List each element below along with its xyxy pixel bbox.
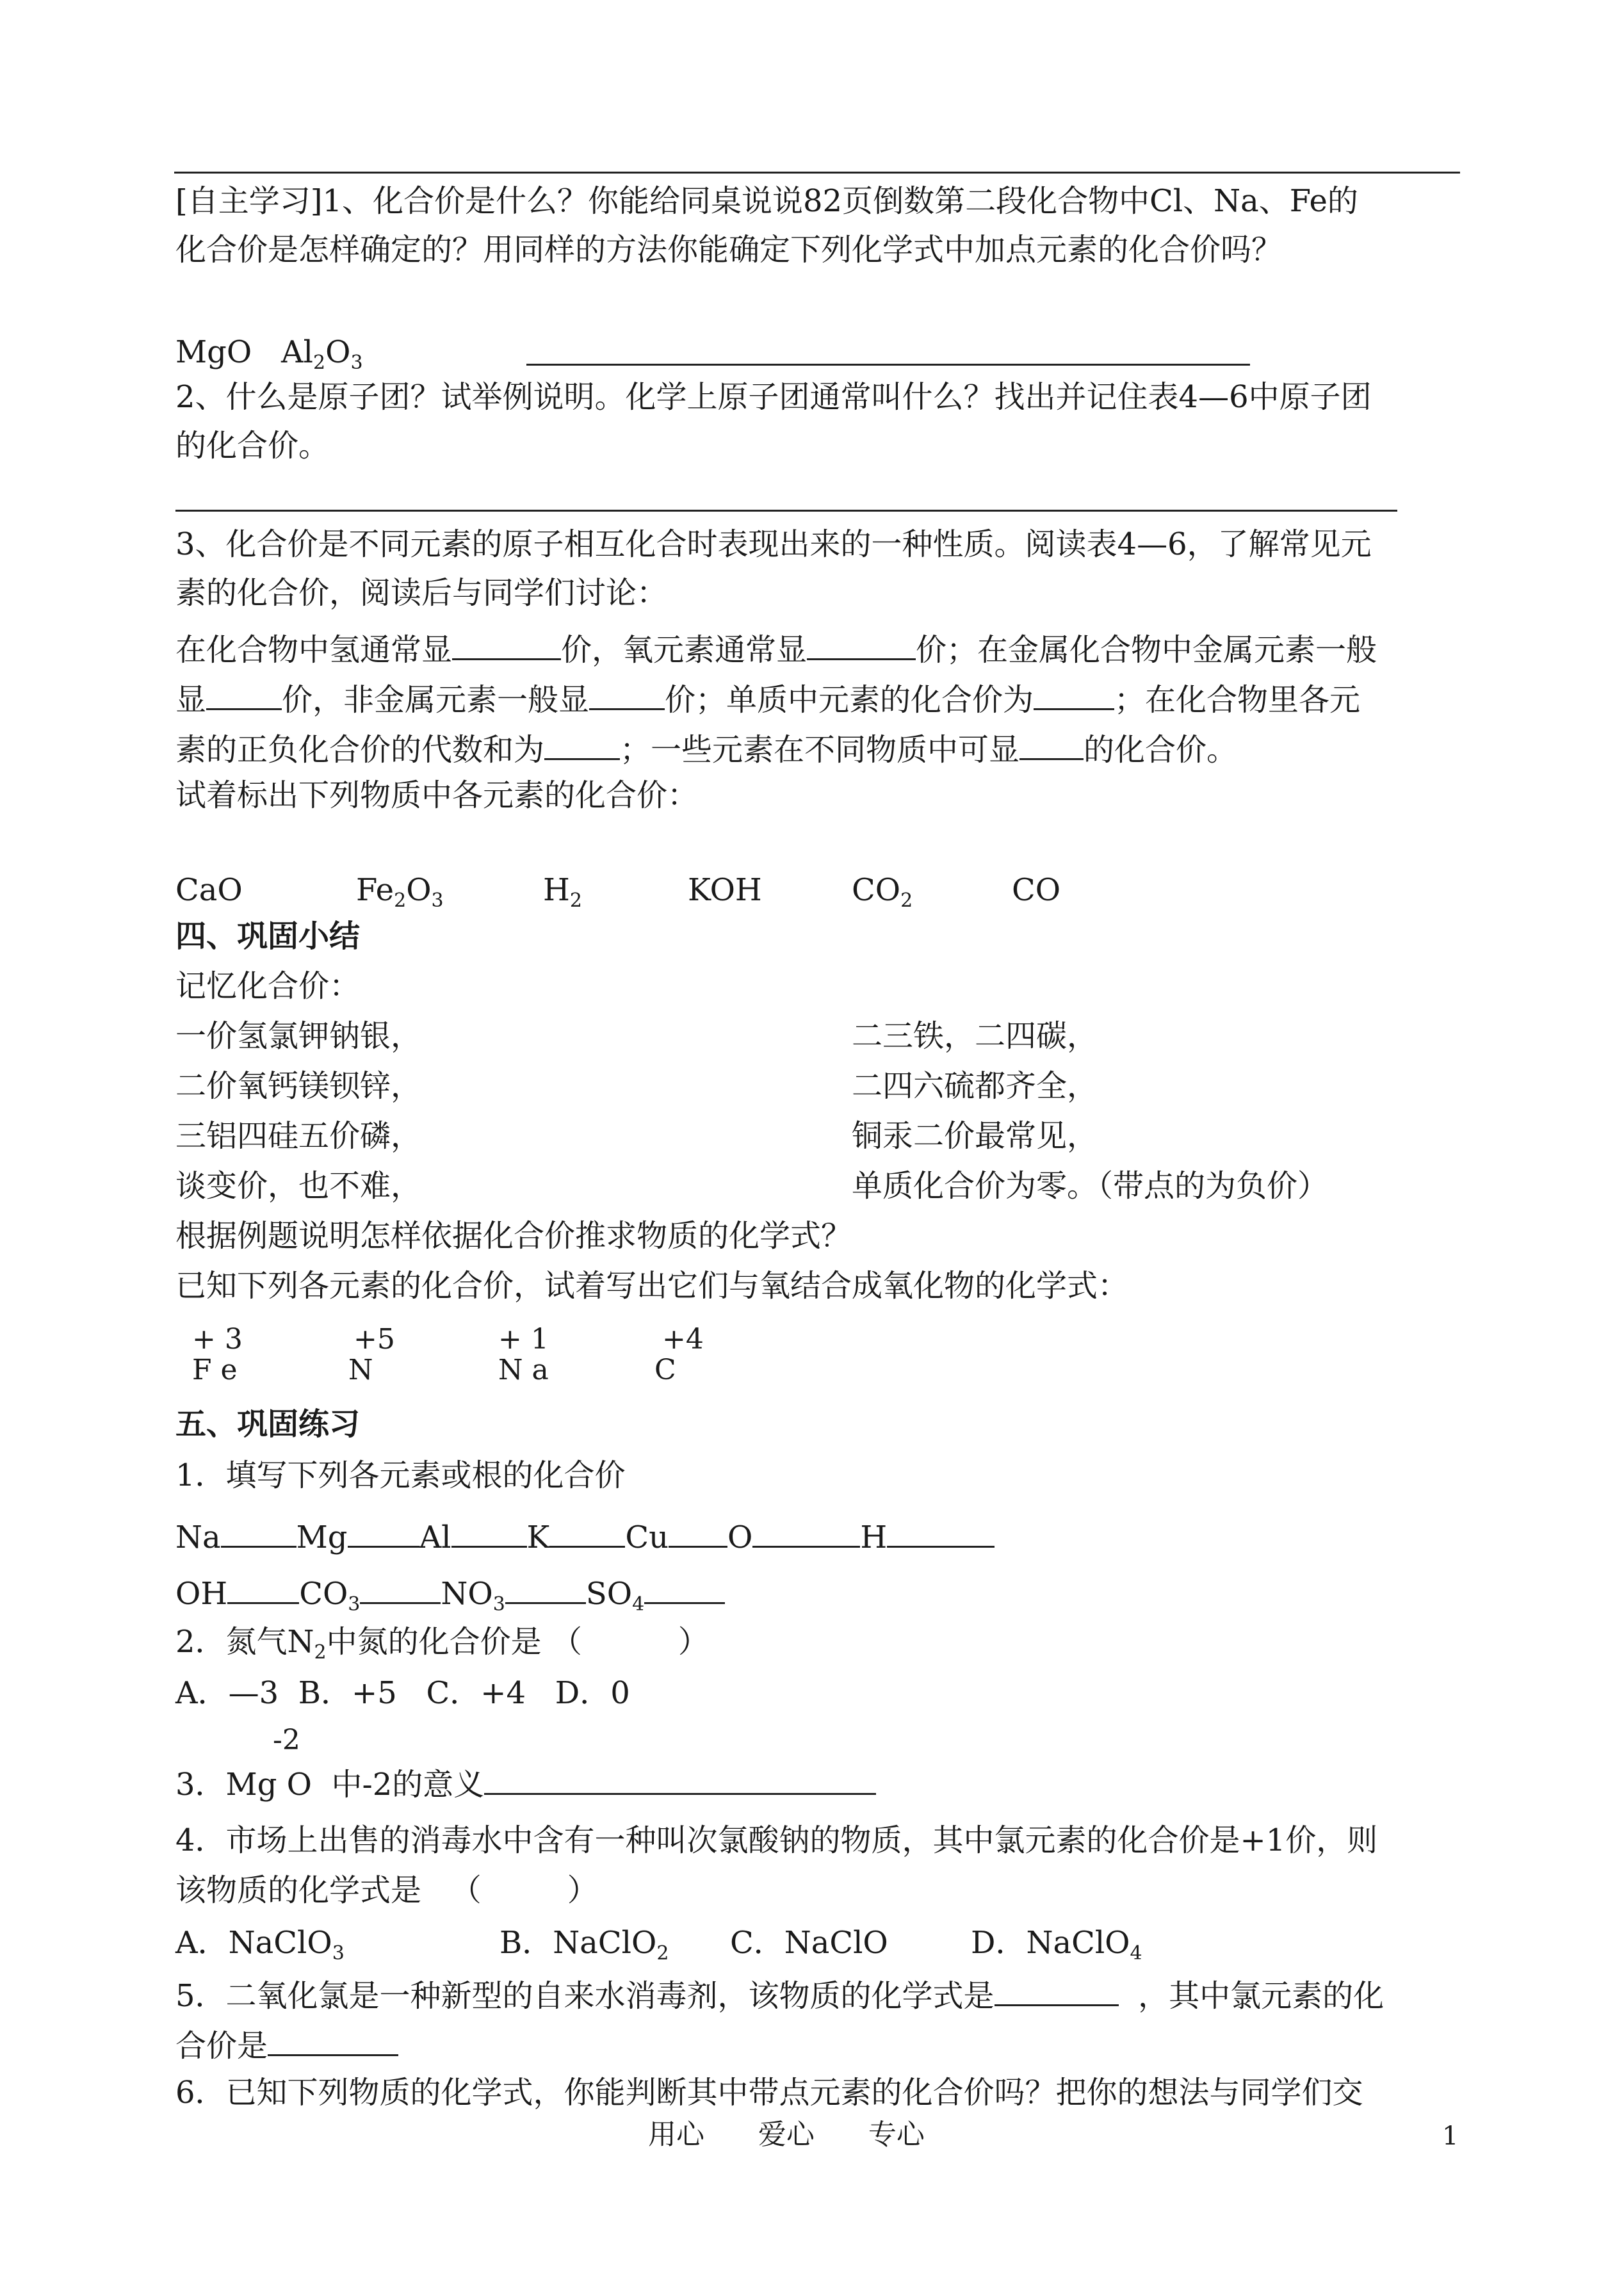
- practice-4-option-a: A．NaClO$_3$: [175, 1925, 345, 1965]
- blank-oxygen[interactable]: [807, 630, 916, 660]
- blank-na[interactable]: [221, 1518, 296, 1548]
- section-4-line-1: 根据例题说明怎样依据化合价推求物质的化学式？: [175, 1218, 852, 1254]
- blank-hydrogen[interactable]: [452, 630, 561, 660]
- blank-variable[interactable]: [1019, 730, 1084, 760]
- blank-element[interactable]: [1034, 680, 1114, 710]
- practice-2-options: A．—3 B．+5 C．+4 D．0: [175, 1675, 630, 1711]
- blank-cu[interactable]: [669, 1518, 727, 1548]
- practice-1-row-2: OH $CO_3$ $NO_3$ $SO_4$: [175, 1574, 725, 1609]
- rhyme-left-3: 三铝四硅五价磷，: [175, 1118, 422, 1154]
- formula-al2o3: $Al_2O_3$: [281, 334, 363, 374]
- practice-4-line-2: 该物质的化学式是 （ ）: [175, 1872, 598, 1908]
- footer-motto: 用心 爱心 专心: [648, 2118, 925, 2151]
- blank-nonmetal[interactable]: [589, 680, 665, 710]
- practice-5-line-1: 5．二氧化氯是一种新型的自来水消毒剂，该物质的化学式是 ，其中氯元素的化: [175, 1976, 1384, 2011]
- rhyme-right-1: 二三铁，二四碳，: [852, 1018, 1098, 1054]
- rhyme-left-4: 谈变价，也不难，: [175, 1168, 422, 1204]
- formula-co: CO: [1012, 872, 1061, 908]
- practice-5-line-2: 合价是: [175, 2026, 398, 2061]
- question-3-line-2: 素的化合价，阅读后与同学们讨论：: [175, 575, 668, 611]
- formula-co2: $CO_2$: [852, 872, 913, 912]
- element-na: N a: [498, 1354, 549, 1386]
- formula-mgo: MgO: [175, 334, 252, 370]
- practice-2-text: 2．氮气$N_2$中氮的化合价是 （ ）: [175, 1624, 709, 1664]
- formula-row-1: [175, 334, 363, 374]
- blank-h[interactable]: [887, 1518, 995, 1548]
- blank-no3[interactable]: [505, 1574, 586, 1604]
- practice-3-text: 3．Mg O 中-2的意义: [175, 1765, 876, 1800]
- valence-fe: + 3: [192, 1323, 243, 1356]
- blank-sum[interactable]: [544, 730, 620, 760]
- valence-na: + 1: [498, 1323, 549, 1356]
- section-4-title: 四、巩固小结: [175, 918, 361, 954]
- formula-fe2o3: $Fe_2O_3$: [356, 872, 444, 912]
- blank-metal[interactable]: [206, 680, 282, 710]
- practice-1-text: 1．填写下列各元素或根的化合价: [175, 1457, 626, 1493]
- question-2-line-2: 的化合价。: [175, 428, 330, 464]
- rhyme-right-3: 铜汞二价最常见，: [852, 1118, 1098, 1154]
- element-fe: F e: [192, 1354, 238, 1386]
- question-1-line-2: 化合价是怎样确定的？用同样的方法你能确定下列化学式中加点元素的化合价吗？: [175, 232, 1283, 268]
- question-3-line-5: 素的正负化合价的代数和为 ；一些元素在不同物质中可显 的化合价。: [175, 730, 1237, 765]
- practice-3-superscript: -2: [273, 1724, 300, 1756]
- blank-o[interactable]: [752, 1518, 860, 1548]
- formula-cao: CaO: [175, 872, 243, 908]
- blank-mg[interactable]: [348, 1518, 419, 1548]
- practice-4-line-1: 4．市场上出售的消毒水中含有一种叫次氯酸钠的物质，其中氯元素的化合价是+1价，则: [175, 1822, 1378, 1858]
- rhyme-left-1: 一价氢氯钾钠银，: [175, 1018, 422, 1054]
- question-3-line-4: 显 价，非金属元素一般显 价；单质中元素的化合价为 ；在化合物里各元: [175, 680, 1360, 715]
- section-4-line-2: 已知下列各元素的化合价，试着写出它们与氧结合成氧化物的化学式：: [175, 1268, 1129, 1304]
- question-3-line-1: 3、化合价是不同元素的原子相互化合时表现出来的一种性质。阅读表4—6，了解常见元: [175, 526, 1372, 562]
- formula-h2: $H_2$: [543, 872, 582, 912]
- answer-line-1[interactable]: [526, 364, 1250, 366]
- question-1-line-1: [175, 183, 1358, 219]
- rhyme-right-4: 单质化合价为零。（带点的为负价）: [852, 1168, 1329, 1204]
- question-3-line-6: 试着标出下列物质中各元素的化合价：: [175, 777, 699, 813]
- practice-4-option-b: B．NaClO$_2$: [499, 1925, 669, 1965]
- practice-4-option-d: D．NaClO$_4$: [971, 1925, 1142, 1965]
- header-rule: [174, 172, 1460, 174]
- rhyme-left-2: 二价氧钙镁钡锌，: [175, 1068, 422, 1104]
- element-n: N: [348, 1354, 373, 1386]
- rhyme-right-2: 二四六硫都齐全，: [852, 1068, 1098, 1104]
- valence-c: +4: [662, 1323, 704, 1356]
- question-2-line-1: 2、什么是原子团？试举例说明。化学上原子团通常叫什么？找出并记住表4—6中原子团: [175, 379, 1372, 415]
- blank-k[interactable]: [549, 1518, 625, 1548]
- blank-meaning[interactable]: [484, 1765, 876, 1795]
- practice-4-option-c: C．NaClO: [730, 1925, 888, 1961]
- blank-al[interactable]: [451, 1518, 527, 1548]
- element-c: C: [654, 1354, 676, 1386]
- formula-koh: KOH: [688, 872, 762, 908]
- page-number: 1: [1442, 2121, 1459, 2151]
- memo-label: 记忆化合价：: [175, 968, 361, 1004]
- practice-6-line-1: 6．已知下列物质的化学式，你能判断其中带点元素的化合价吗？把你的想法与同学们交: [175, 2075, 1363, 2111]
- question-1-text: 1、化合价是什么？你能给同桌说说82页倒数第二段化合物中Cl、Na、Fe的: [322, 183, 1358, 219]
- blank-valence[interactable]: [268, 2026, 398, 2056]
- section-5-title: 五、巩固练习: [175, 1406, 361, 1442]
- blank-so4[interactable]: [644, 1574, 725, 1604]
- question-3-line-3: 在化合物中氢通常显 价，氧元素通常显 价；在金属化合物中金属元素一般: [175, 630, 1377, 665]
- blank-formula[interactable]: [995, 1976, 1119, 2006]
- self-study-heading: [自主学习]: [175, 183, 323, 219]
- blank-co3[interactable]: [360, 1574, 441, 1604]
- answer-line-2[interactable]: [175, 510, 1397, 512]
- practice-1-row-1: Na Mg Al K Cu O H: [175, 1518, 995, 1553]
- valence-n: +5: [353, 1323, 395, 1356]
- blank-oh[interactable]: [227, 1574, 299, 1604]
